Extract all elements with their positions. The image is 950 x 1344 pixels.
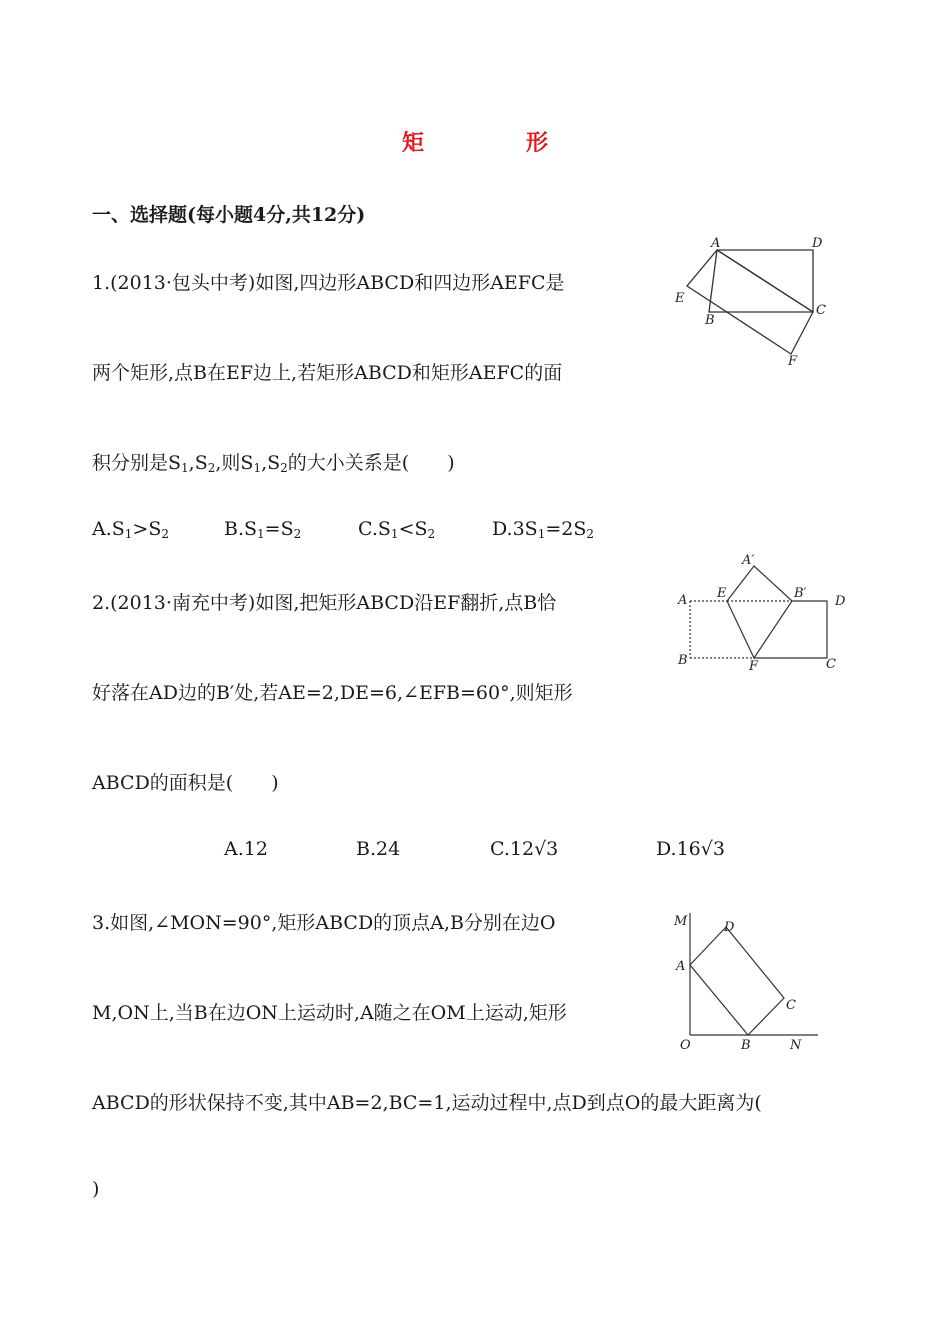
rectangle-aefc xyxy=(687,250,813,354)
label-m: M xyxy=(674,914,688,929)
q2-option-b: B.24 xyxy=(356,838,401,860)
q2-line2: 好落在AD边的B′处,若AE=2,DE=6,∠EFB=60°,则矩形 xyxy=(92,682,573,704)
label-o: O xyxy=(680,1038,691,1053)
q2-option-a: A.12 xyxy=(224,838,268,860)
label-e: E xyxy=(717,586,727,601)
label-b: B xyxy=(678,653,688,668)
label-b-prime: B′ xyxy=(794,586,807,601)
label-e: E xyxy=(675,291,685,306)
q1-option-c: $C.S_1<S_2$ xyxy=(358,518,436,541)
q1-line3: 积分别是$S_1,S_2$,则$S_1,S_2$的大小关系是( ) xyxy=(92,452,455,475)
label-a: A xyxy=(711,236,721,251)
q3-figure xyxy=(668,905,828,1055)
label-b: B xyxy=(741,1038,751,1053)
q1-line2: 两个矩形,点B在EF边上,若矩形ABCD和矩形AEFC的面 xyxy=(92,362,563,384)
q3-line4: ) xyxy=(92,1178,100,1200)
label-b: B xyxy=(705,313,715,328)
q2-line1: 2.(2013·南充中考)如图,把矩形ABCD沿EF翻折,点B恰 xyxy=(92,592,557,614)
rectangle-abcd xyxy=(709,250,813,312)
label-d: D xyxy=(724,920,735,935)
q3-line1: 3.如图,∠MON=90°,矩形ABCD的顶点A,B分别在边O xyxy=(92,912,556,934)
q1-figure xyxy=(665,232,840,372)
q2-figure xyxy=(672,548,857,678)
q2-option-c: C.12√3 xyxy=(490,838,559,860)
label-f: F xyxy=(749,659,759,674)
q1-option-d: $D.3S_1=2S_2$ xyxy=(492,518,595,541)
label-c: C xyxy=(786,998,796,1013)
label-f: F xyxy=(788,354,798,369)
section-heading: 一、选择题(每小题4分,共12分) xyxy=(92,204,366,226)
q2-line3: ABCD的面积是( ) xyxy=(92,772,279,794)
q1-option-a: $A.S_1>S_2$ xyxy=(92,518,169,541)
label-d: D xyxy=(835,594,846,609)
label-c: C xyxy=(826,657,836,672)
label-a: A xyxy=(676,959,686,974)
q1-option-b: $B.S_1=S_2$ xyxy=(224,518,302,541)
q1-line1: 1.(2013·包头中考)如图,四边形ABCD和四边形AEFC是 xyxy=(92,272,565,294)
rectangle-abcd xyxy=(690,927,784,1035)
label-d: D xyxy=(812,236,823,251)
label-a: A xyxy=(678,593,688,608)
label-a-prime: A′ xyxy=(742,553,755,568)
q2-option-d: D.16√3 xyxy=(656,838,725,860)
q3-line2: M,ON上,当B在边ON上运动时,A随之在OM上运动,矩形 xyxy=(92,1002,567,1024)
label-c: C xyxy=(816,303,826,318)
q3-line3: ABCD的形状保持不变,其中AB=2,BC=1,运动过程中,点D到点O的最大距离为( xyxy=(92,1092,762,1114)
page-title: 矩 形 xyxy=(401,130,588,156)
label-n: N xyxy=(790,1038,802,1053)
